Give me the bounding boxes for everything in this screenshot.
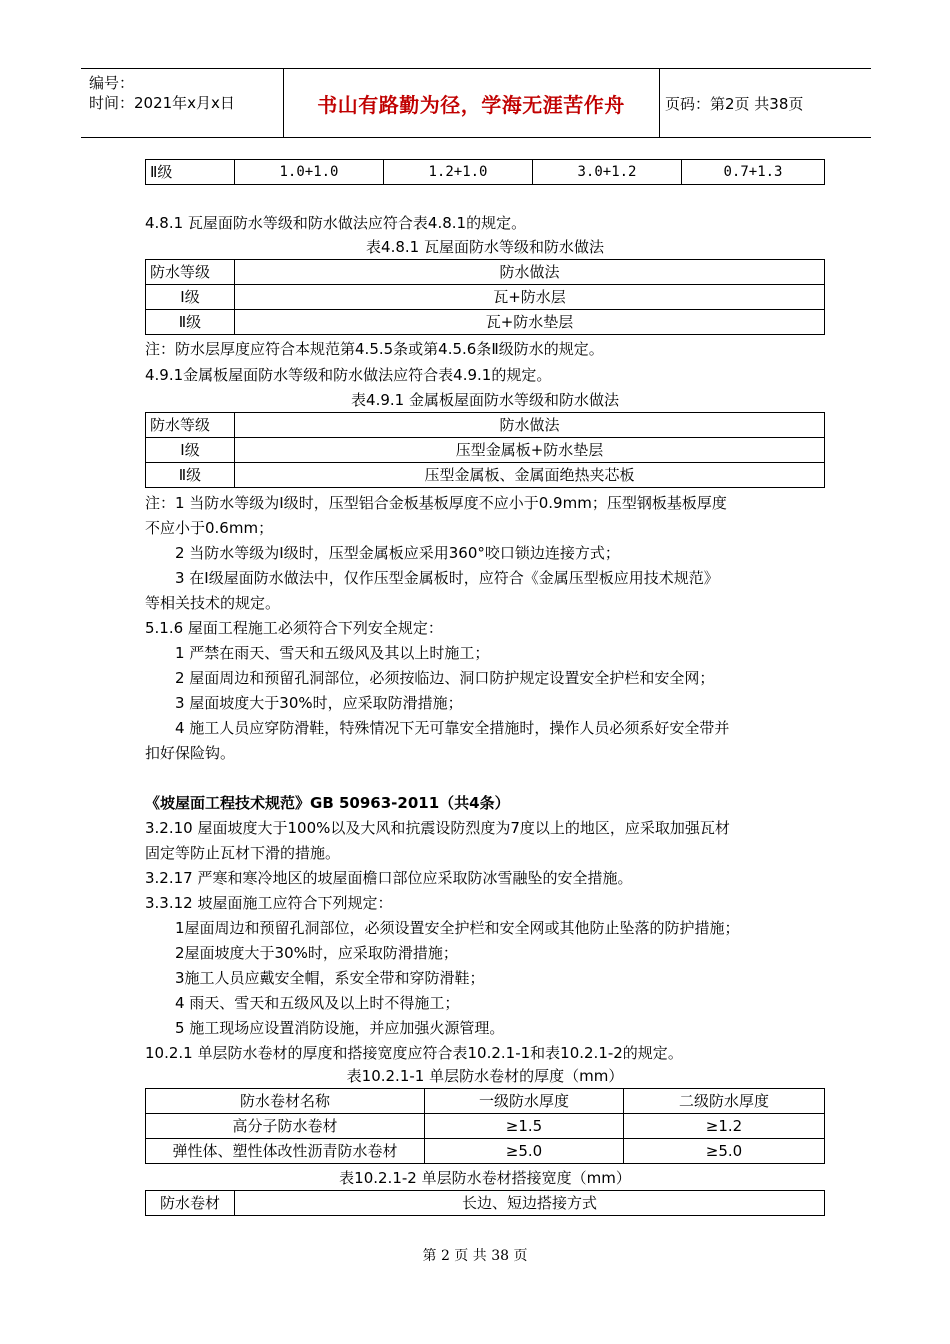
table-cell: ≥1.2 [624, 1114, 825, 1139]
table-row [146, 260, 825, 285]
table-caption: 表10.2.1-1 单层防水卷材的厚度（mm） [346, 1067, 624, 1085]
list-item: 4 施工人员应穿防滑鞋，特殊情况下无可靠安全措施时，操作人员必须系好安全带并 [175, 719, 730, 737]
table-cell: 1.2+1.0 [384, 160, 533, 185]
list-item: 3 屋面坡度大于30%时，应采取防滑措施； [175, 694, 463, 712]
note-line: 注：1 当防水等级为Ⅰ级时，压型铝合金板基板厚度不应小于0.9mm；压型钢板基板厚度 [145, 494, 727, 512]
table-cell: 弹性体、塑性体改性沥青防水卷材 [146, 1139, 425, 1164]
table-row [146, 1139, 825, 1164]
table-10-2-1-2 [145, 1190, 825, 1216]
note-line: 不应小于0.6mm； [145, 519, 274, 537]
list-item: 3施工人员应戴安全帽，系安全带和穿防滑鞋； [175, 969, 485, 987]
list-item: 2 屋面周边和预留孔洞部位，必须按临边、洞口防护规定设置安全护栏和安全网； [175, 669, 715, 687]
table-cell: 3.0+1.2 [533, 160, 682, 185]
table-row [146, 413, 825, 438]
clause-3-2-10-cont: 固定等防止瓦材下滑的措施。 [145, 844, 341, 862]
table-header-cell: 防水做法 [235, 413, 825, 438]
header-meta [89, 73, 235, 113]
table-header-cell: 防水卷材 [146, 1191, 235, 1216]
clause-4-9-1: 4.9.1金属板屋面防水等级和防水做法应符合表4.9.1的规定。 [145, 366, 552, 384]
table-header-cell: 防水等级 [146, 260, 235, 285]
clause-4-8-1: 4.8.1 瓦屋面防水等级和防水做法应符合表4.8.1的规定。 [145, 214, 527, 232]
note: 注：防水层厚度应符合本规范第4.5.5条或第4.5.6条Ⅱ级防水的规定。 [145, 340, 604, 358]
table-cell: 瓦+防水垫层 [235, 310, 825, 335]
table-row [146, 1114, 825, 1139]
table-caption: 表4.9.1 金属板屋面防水等级和防水做法 [351, 391, 619, 409]
table-cell: Ⅱ级 [146, 160, 235, 185]
clause-3-3-12: 3.3.12 坡屋面施工应符合下列规定： [145, 894, 393, 912]
table-header-cell: 二级防水厚度 [624, 1089, 825, 1114]
list-item: 1 严禁在雨天、雪天和五级风及其以上时施工； [175, 644, 490, 662]
table-cell: 1.0+1.0 [235, 160, 384, 185]
table-cell: ≥5.0 [425, 1139, 624, 1164]
list-item: 4 雨天、雪天和五级风及以上时不得施工； [175, 994, 460, 1012]
time-label: 时间：2021年x月x日 [89, 94, 235, 112]
table-cell: ≥1.5 [425, 1114, 624, 1139]
table-header-cell: 长边、短边搭接方式 [235, 1191, 825, 1216]
list-item-tail: 扣好保险钩。 [145, 744, 236, 762]
table-10-2-1-1 [145, 1088, 825, 1164]
section-heading: 《坡屋面工程技术规范》GB 50963-2011（共4条） [145, 794, 510, 812]
code-label: 编号： [89, 74, 135, 92]
table-cell: 压型金属板、金属面绝热夹芯板 [235, 463, 825, 488]
table-header-cell: 一级防水厚度 [425, 1089, 624, 1114]
note-line: 2 当防水等级为Ⅰ级时，压型金属板应采用360°咬口锁边连接方式； [175, 544, 620, 562]
clause-3-2-17: 3.2.17 严寒和寒冷地区的坡屋面檐口部位应采取防冰雪融坠的安全措施。 [145, 869, 633, 887]
table-cell: ≥5.0 [624, 1139, 825, 1164]
table-cell: 高分子防水卷材 [146, 1114, 425, 1139]
table-cell: Ⅰ级 [146, 285, 235, 310]
table-cell: Ⅱ级 [146, 463, 235, 488]
header-divider [659, 69, 660, 137]
table-row [146, 310, 825, 335]
table-4-8-1 [145, 259, 825, 335]
table-4-9-1 [145, 412, 825, 488]
header-page-info: 页码：第2页 共38页 [665, 94, 804, 113]
table-row [146, 463, 825, 488]
table-cell: 0.7+1.3 [682, 160, 825, 185]
clause-5-1-6: 5.1.6 屋面工程施工必须符合下列安全规定： [145, 619, 443, 637]
table-row [146, 1191, 825, 1216]
table-header-cell: 防水等级 [146, 413, 235, 438]
table-row [146, 285, 825, 310]
table-row [146, 160, 825, 185]
note-line: 3 在Ⅰ级屋面防水做法中，仅作压型金属板时，应符合《金属压型板应用技术规范》 [175, 569, 719, 587]
table-cell: Ⅱ级 [146, 310, 235, 335]
table-header-cell: 防水卷材名称 [146, 1089, 425, 1114]
table-cell: 压型金属板+防水垫层 [235, 438, 825, 463]
page-footer: 第 2 页 共 38 页 [422, 1248, 528, 1264]
header-motto: 书山有路勤为径，学海无涯苦作舟 [317, 92, 625, 117]
table-caption: 表10.2.1-2 单层防水卷材搭接宽度（mm） [339, 1169, 631, 1187]
list-item: 1屋面周边和预留孔洞部位，必须设置安全护栏和安全网或其他防止坠落的防护措施； [175, 919, 740, 937]
table-cell: Ⅰ级 [146, 438, 235, 463]
clause-10-2-1: 10.2.1 单层防水卷材的厚度和搭接宽度应符合表10.2.1-1和表10.2.1-2的规定。 [145, 1044, 683, 1062]
table-row [146, 438, 825, 463]
clause-3-2-10: 3.2.10 屋面坡度大于100%以及大风和抗震设防烈度为7度以上的地区，应采取加强瓦材 [145, 819, 730, 837]
list-item: 2屋面坡度大于30%时，应采取防滑措施； [175, 944, 458, 962]
table-caption: 表4.8.1 瓦屋面防水等级和防水做法 [366, 238, 604, 256]
table-cell: 瓦+防水层 [235, 285, 825, 310]
table-continuation [145, 159, 825, 185]
note-line: 等相关技术的规定。 [145, 594, 281, 612]
list-item: 5 施工现场应设置消防设施，并应加强火源管理。 [175, 1019, 505, 1037]
table-row [146, 1089, 825, 1114]
table-header-cell: 防水做法 [235, 260, 825, 285]
page-header [81, 68, 871, 138]
